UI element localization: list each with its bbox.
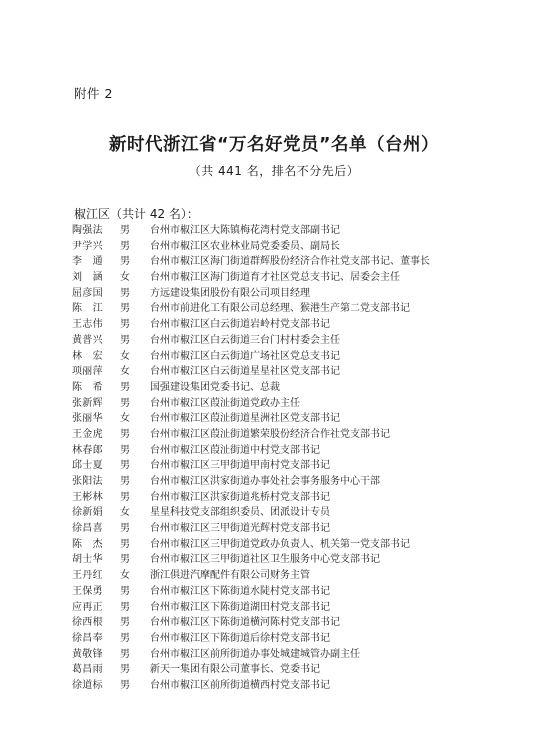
member-gender: 男 [120,444,130,456]
member-row [72,458,512,474]
member-name: 项丽萍 [72,366,103,378]
member-gender: 女 [120,272,130,284]
member-post: 浙江俱进汽摩配件有限公司财务主管 [150,570,310,582]
member-post: 方远建设集团股份有限公司项目经理 [150,287,310,299]
member-name: 陈 江 [72,303,103,315]
member-post: 台州市椒江区前所街道横西村党支部书记 [150,679,330,691]
member-gender: 男 [120,554,130,566]
member-name: 王彬林 [72,491,103,503]
member-gender: 男 [120,287,130,299]
member-row [72,584,512,600]
member-name: 张丽华 [72,413,103,425]
member-post: 台州市椒江区下陈街道水陡村党支部书记 [150,585,330,597]
member-post: 台州市椒江区前所街道办事处城建城管办副主任 [150,648,360,660]
member-gender: 男 [120,476,130,487]
member-row [72,631,512,647]
member-name: 屈彦国 [72,287,103,299]
member-row [72,380,512,396]
member-name: 林春郎 [72,444,103,456]
member-gender: 男 [120,617,130,629]
member-name: 陈 希 [72,381,103,393]
member-gender: 女 [120,366,130,378]
member-name: 张新辉 [72,397,103,409]
member-row [72,537,512,553]
member-row [72,286,512,302]
member-post: 台州市椒江区三甲街道社区卫生服务中心党支部书记 [150,554,380,566]
member-gender: 女 [120,413,130,425]
member-row [72,568,512,584]
member-gender: 男 [120,538,130,550]
member-row [72,678,512,694]
member-row [72,505,512,521]
member-post: 台州市椒江区白云街道三台门村村委会主任 [150,334,340,346]
member-row [72,521,512,537]
member-name: 尹学兴 [72,240,103,252]
member-name: 徐昌喜 [72,523,103,535]
member-row [72,317,512,333]
member-gender: 女 [120,570,130,582]
member-name: 葛昌雨 [72,664,103,676]
document-subtitle: （共 441 名，排名不分先后） [188,164,360,178]
member-name: 陶强法 [72,225,103,236]
member-post: 台州市椒江区洪家街道办事处社会事务服务中心干部 [150,476,380,487]
section-heading: 椒江区（共计 42 名）： [74,207,199,221]
member-gender: 男 [120,664,130,676]
member-name: 刘 涵 [72,272,103,284]
member-post: 台州市椒江区下陈街道横河陈村党支部书记 [150,617,340,629]
member-post: 台州市椒江区三甲街道光辉村党支部书记 [150,523,330,535]
member-name: 徐道标 [72,679,103,691]
member-row [72,615,512,631]
member-post: 台州市椒江区三甲街道党政办负责人、机关第一党支部书记 [150,538,410,550]
member-row [72,223,512,239]
member-post: 台州市椒江区白云街道岩岭村党支部书记 [150,319,330,331]
member-gender: 男 [120,397,130,409]
member-post: 新天一集团有限公司董事长、党委书记 [150,664,320,676]
member-post: 台州市椒江区海门街道育才社区党总支书记、居委会主任 [150,272,400,284]
member-row [72,662,512,678]
member-name: 陈 杰 [72,538,103,550]
member-gender: 男 [120,256,130,268]
member-post: 星星科技党支部组织委员、团派设计专员 [150,507,330,519]
member-post: 台州市椒江区下陈街道后徐村党支部书记 [150,632,330,644]
member-row [72,270,512,286]
member-post: 台州市椒江区葭沚街道党政办主任 [150,397,300,409]
member-row [72,474,512,490]
member-name: 李 通 [72,256,103,268]
member-post: 国强建设集团党委书记、总裁 [150,381,280,393]
document-title: 新时代浙江省“万名好党员”名单（台州） [108,135,439,155]
member-post: 台州市椒江区大陈镇梅花湾村党支部副书记 [150,225,340,236]
member-row [72,427,512,443]
member-gender: 女 [120,350,130,362]
member-name: 王志伟 [72,319,103,331]
member-list [72,223,512,694]
member-name: 黄敬锋 [72,648,103,660]
member-row [72,490,512,506]
member-name: 林 宏 [72,350,103,362]
member-name: 王保勇 [72,585,103,597]
member-gender: 男 [120,632,130,644]
member-gender: 男 [120,225,130,236]
member-gender: 女 [120,507,130,519]
member-post: 台州市椒江区三甲街道甲南村党支部书记 [150,460,330,472]
member-gender: 男 [120,303,130,315]
member-post: 台州市椒江区农业林业局党委委员、副局长 [150,240,340,252]
member-row [72,254,512,270]
member-row [72,411,512,427]
member-gender: 男 [120,585,130,597]
member-gender: 男 [120,491,130,503]
member-name: 徐新娟 [72,507,103,519]
member-gender: 男 [120,523,130,535]
attachment-label: 附件 2 [74,86,113,101]
member-post: 台州市前进化工有限公司总经理、猴港生产第二党支部书记 [150,303,410,315]
member-row [72,349,512,365]
member-post: 台州市椒江区葭沚街道星洲社区党支部书记 [150,413,340,425]
member-post: 台州市椒江区洪家街道兆桥村党支部书记 [150,491,330,503]
member-row [72,647,512,663]
member-gender: 男 [120,460,130,472]
member-post: 台州市椒江区海门街道群辉股份经济合作社党支部书记、董事长 [150,256,430,268]
member-name: 邱士夏 [72,460,103,472]
member-gender: 男 [120,648,130,660]
member-name: 黄普兴 [72,334,103,346]
member-name: 张阳法 [72,476,103,487]
member-row [72,396,512,412]
member-post: 台州市椒江区葭沚街道中村党支部书记 [150,444,320,456]
member-name: 徐西根 [72,617,103,629]
member-row [72,239,512,255]
member-gender: 男 [120,319,130,331]
member-gender: 男 [120,679,130,691]
member-name: 王丹红 [72,570,103,582]
member-post: 台州市椒江区白云街道星星社区党支部书记 [150,366,340,378]
member-name: 应再正 [72,601,103,613]
member-post: 台州市椒江区葭沚街道繁荣股份经济合作社党支部书记 [150,428,390,440]
member-gender: 男 [120,381,130,393]
member-name: 徐昌奉 [72,632,103,644]
member-gender: 男 [120,428,130,440]
member-gender: 男 [120,240,130,252]
member-name: 王金虎 [72,428,103,440]
member-post: 台州市椒江区白云街道广场社区党总支书记 [150,350,340,362]
member-post: 台州市椒江区下陈街道湖田村党支部书记 [150,601,330,613]
member-row [72,333,512,349]
member-row [72,301,512,317]
member-row [72,600,512,616]
member-name: 胡士华 [72,554,103,566]
member-gender: 男 [120,601,130,613]
member-gender: 男 [120,334,130,346]
member-row [72,552,512,568]
member-row [72,443,512,459]
member-row [72,364,512,380]
